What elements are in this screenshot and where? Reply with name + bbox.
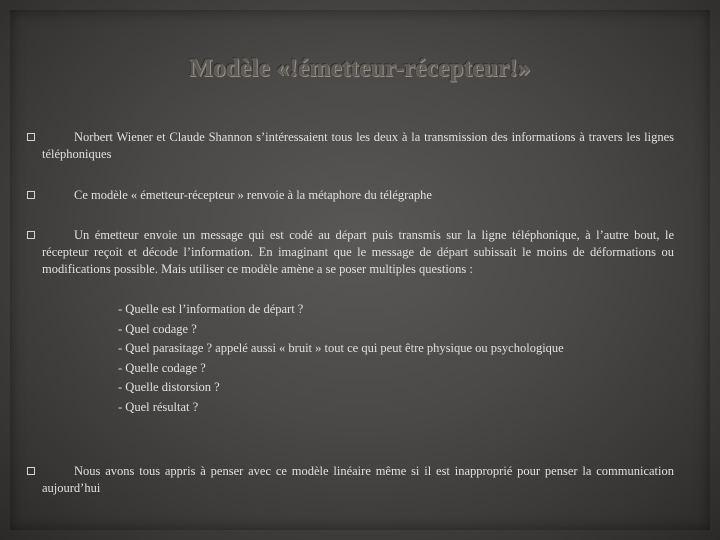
- bullet-text: Nous avons tous appris à penser avec ce modèle linéaire même si il est inapproprié pour penser la communication aujourd’hui: [42, 464, 674, 495]
- bullet-item: [42, 187, 674, 204]
- bullet-item: [42, 227, 674, 278]
- checkbox-bullet-icon: [27, 467, 35, 475]
- question-item: - Quel codage ?: [118, 321, 197, 336]
- question-item: - Quelle codage ?: [118, 360, 206, 375]
- checkbox-bullet-icon: [27, 191, 35, 199]
- slide-title: Modèle «!émetteur-récepteur!»: [189, 55, 531, 82]
- question-item: - Quel résultat ?: [118, 399, 199, 414]
- question-item: - Quel parasitage ? appelé aussi « bruit » tout ce qui peut être physique ou psychologique: [118, 341, 564, 355]
- checkbox-bullet-icon: [27, 133, 35, 141]
- checkbox-bullet-icon: [27, 231, 35, 239]
- bullet-text: Norbert Wiener et Claude Shannon s’intéressaient tous les deux à la transmission des informations à travers les lignes téléphoniques: [42, 130, 674, 161]
- bullet-text: Un émetteur envoie un message qui est codé au départ puis transmis sur la ligne téléphonique, à l’autre bout, le récepteur reçoit et décode l’information. En imaginant que le message de départ subissait le moins de déformations ou modifications possible. Mais utiliser ce modèle amène a se poser multiples questions :: [42, 228, 674, 276]
- bullet-item: [42, 129, 674, 163]
- question-item: - Quelle est l’information de départ ?: [118, 302, 304, 316]
- bullet-text: Ce modèle « émetteur-récepteur » renvoie à la métaphore du télégraphe: [74, 188, 432, 202]
- question-list: [118, 300, 564, 417]
- bullet-item: [42, 463, 674, 497]
- question-item: - Quelle distorsion ?: [118, 380, 220, 394]
